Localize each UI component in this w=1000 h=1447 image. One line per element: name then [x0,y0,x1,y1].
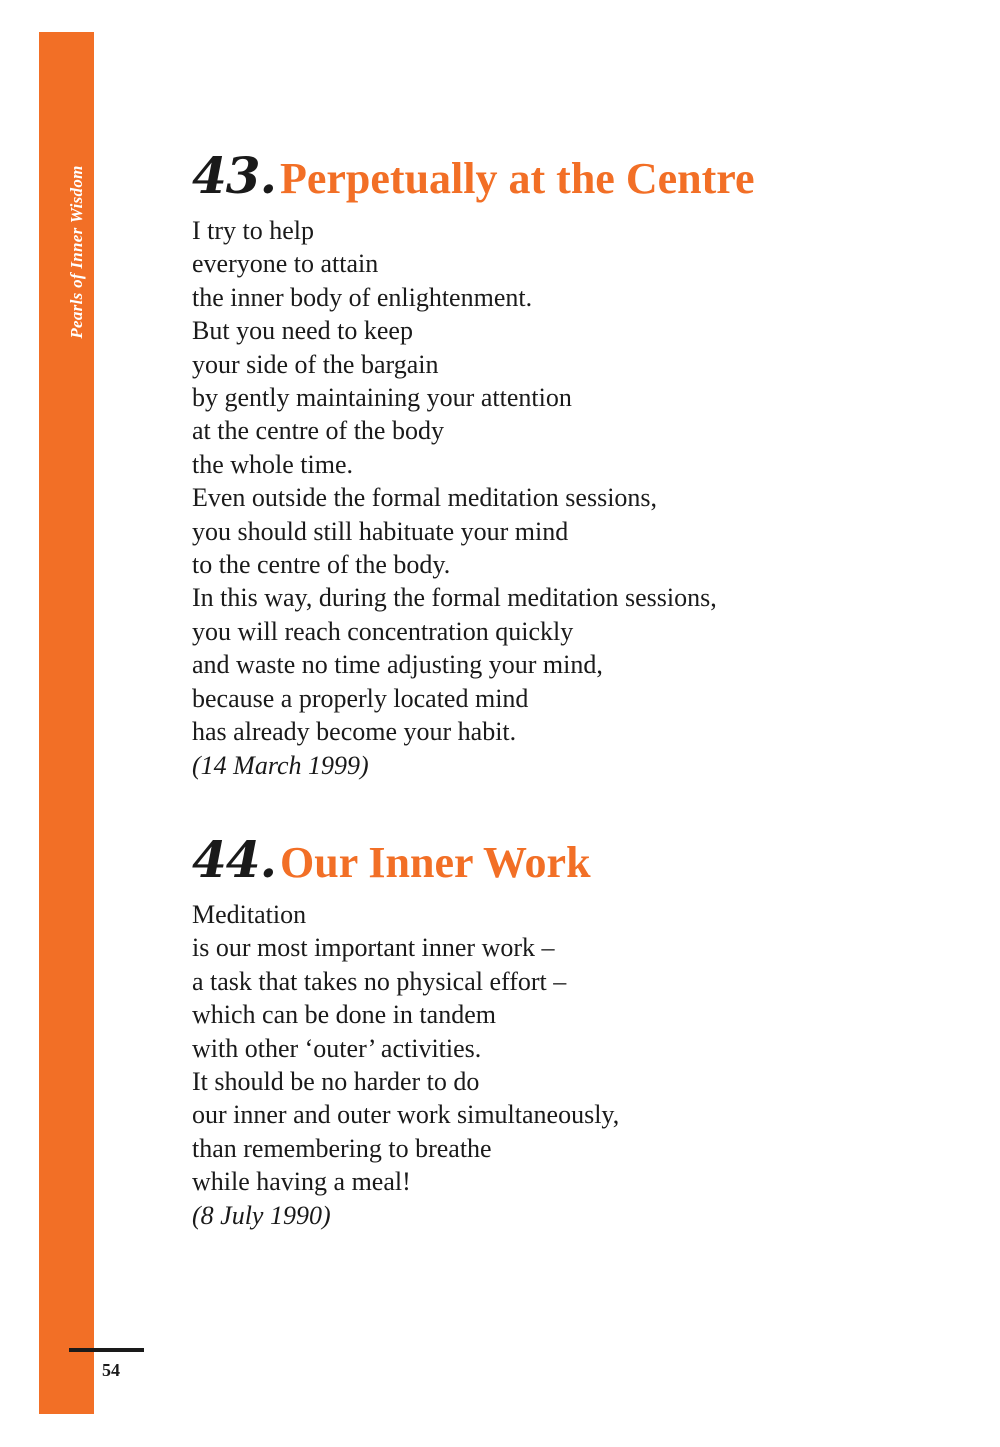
verse-line: the whole time. [192,449,354,479]
verse-line: In this way, during the formal meditation sessions, [192,583,717,613]
section-heading [192,830,952,898]
page-number-rule [69,1348,144,1352]
verse-line: has already become your habit. [192,717,517,747]
verse-line: than remembering to breathe [192,1133,492,1163]
verse-line: a task that takes no physical effort – [192,966,567,996]
verse-line: Even outside the formal meditation sessions, [192,483,658,513]
verse-line: the inner body of enlightenment. [192,282,533,312]
verse-line: is our most important inner work – [192,933,555,963]
section-44 [192,830,952,1232]
verse-line: our inner and outer work simultaneously, [192,1100,620,1130]
section-title: Our Inner Work [280,838,591,887]
verse-line: But you need to keep [192,316,413,346]
section-heading [192,146,952,214]
page-number: 54 [102,1360,120,1380]
verse-line: by gently maintaining your attention [192,383,572,413]
verse-line: Meditation [192,900,307,929]
section-43 [192,146,952,782]
verse-line: It should be no harder to do [192,1067,480,1097]
verse-line: while having a meal! [192,1167,411,1197]
section-number: 43. [192,146,276,205]
verse-line: I try to help [192,216,315,245]
section-number: 44. [192,830,276,889]
verse-line: and waste no time adjusting your mind, [192,650,603,680]
verse-lines [192,898,952,1199]
verse-line: your side of the bargain [192,349,439,379]
section-date: (8 July 1990) [192,1200,331,1230]
section-title: Perpetually at the Centre [280,154,755,203]
verse-line: everyone to attain [192,249,379,279]
verse-line: you will reach concentration quickly [192,616,574,646]
running-header: Pearls of Inner Wisdom [67,165,86,339]
verse-line: you should still habituate your mind [192,516,569,546]
verse-line: with other ‘outer’ activities. [192,1033,482,1063]
verse-lines [192,214,952,749]
verse-line: at the centre of the body [192,416,444,446]
verse-line: which can be done in tandem [192,1000,496,1030]
verse-line: to the centre of the body. [192,550,451,580]
section-date: (14 March 1999) [192,750,369,780]
verse-line: because a properly located mind [192,683,529,713]
